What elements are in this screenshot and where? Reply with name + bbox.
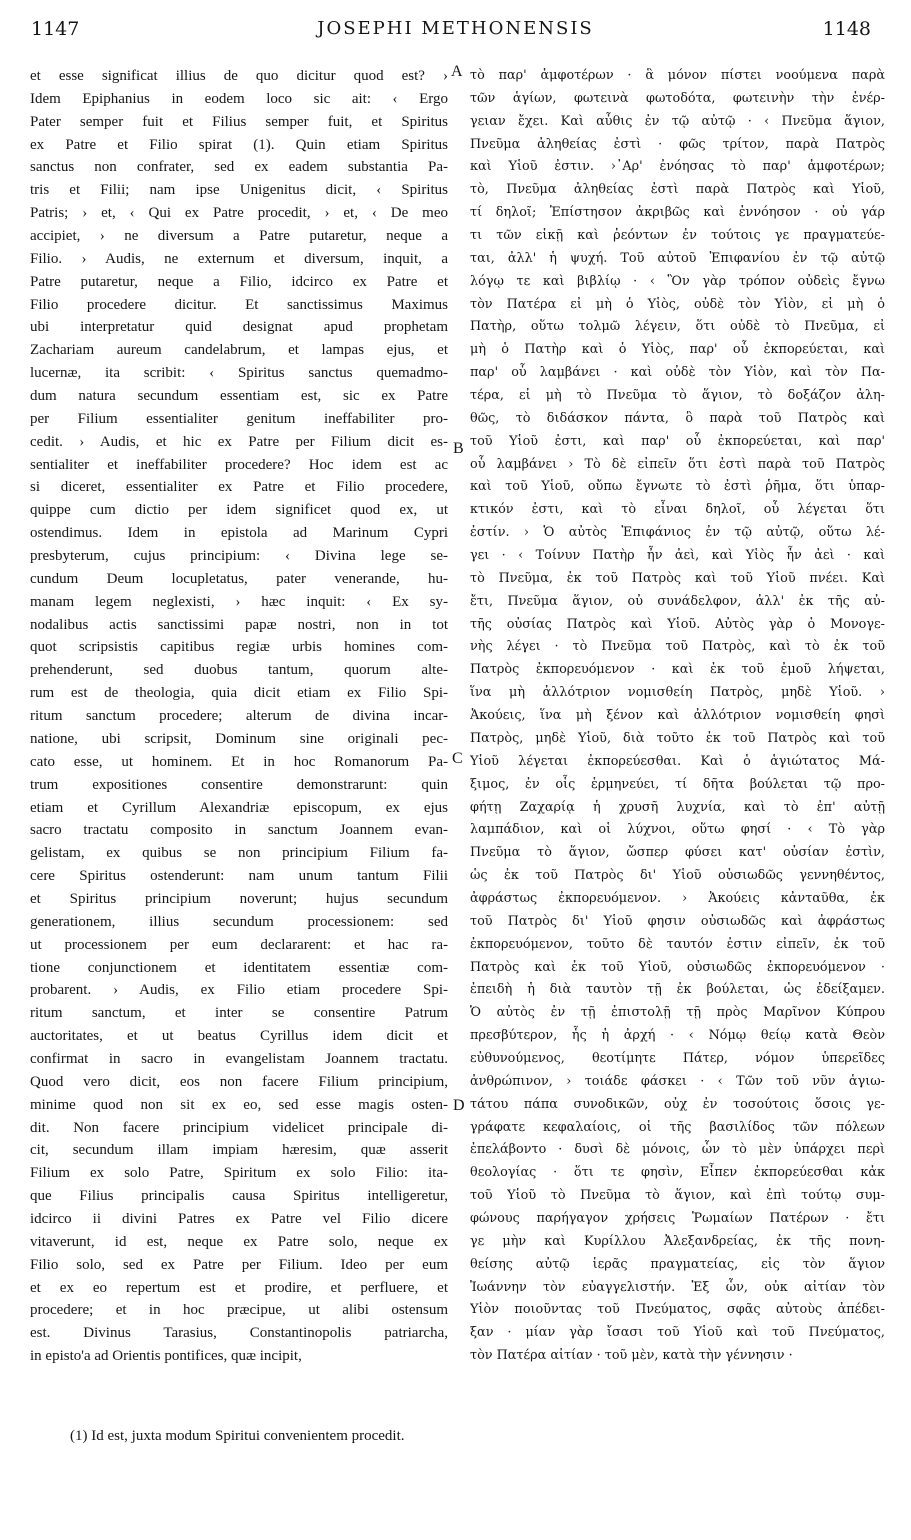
text-line: τοῦ Υἱοῦ ἐστι, καὶ παρ' οὗ ἐκπορεύεται, καὶ παρ'	[470, 433, 885, 449]
text-line: natione, ubi scripsit, Dominum sine originali pec-	[30, 730, 448, 747]
text-line: εὐθυνούμενος, θεοτίμητε Πάτερ, νόμον ὑπερεῖδες	[470, 1050, 885, 1066]
text-line: dum natura secundum essentiam est, sic ex Patre	[30, 388, 448, 405]
text-line: generationem, illius secundum processionem: sed	[30, 913, 448, 930]
text-line: Patris; › et, ‹ Qui ex Patre procedit, › et, ‹ De meo	[30, 205, 448, 222]
text-line: κτικόν ἐστι, καὶ τὸ εἶναι δηλοῖ, οὗ λέγεται ὅτι	[470, 502, 885, 518]
margin-marker-c: C	[452, 750, 463, 767]
text-line: dit. Non facere principium videlicet principale di-	[30, 1119, 448, 1136]
text-line: ἀφράστως ἐκπορευόμενον. › Ἀκούεις κἀνταῦθα, ἐκ	[470, 890, 885, 906]
text-line: μὴ ὁ Πατὴρ καὶ ὁ Υἱὸς, παρ' οὗ ἐκπορεύεται, καὶ	[470, 342, 885, 358]
text-line: τὸ, Πνεῦμα ἀληθείας ἐστὶ παρὰ Πατρὸς καὶ Υἱοῦ,	[470, 182, 885, 198]
text-line: γράφατε κεφαλαίοις, οἱ τῆς βασιλίδος τῶν πόλεων	[470, 1119, 885, 1135]
text-line: ἔτι, Πνεῦμα ἅγιον, οὐ συνάδελφον, ἀλλ' ἐκ τῆς αὐ-	[470, 593, 885, 609]
text-line: etiam et Cyrillum Alexandriæ episcopum, ex ejus	[30, 799, 448, 816]
running-title: JOSEPHI METHONENSIS	[317, 18, 594, 39]
text-line: ἐπελάβοντο · δυσὶ δὲ μόνοις, ὧν τὸ μὲν ὑπάρχει περὶ	[470, 1142, 885, 1158]
text-line: τί δηλοῖ; Ἐπίστησον ἀκριβῶς καὶ ἐννόησον · οὐ γάρ	[470, 205, 885, 221]
text-line: est. Divinus Tarasius, Constantinopolis patriarcha,	[30, 1325, 448, 1342]
text-line: ὡς ἐκ τοῦ Πατρὸς δι' Υἱοῦ οὐσιωδῶς γεννηθέντος,	[470, 868, 885, 884]
text-line: τέρα, εἰ μὴ τὸ Πνεῦμα τὸ ἅγιον, τὸ δοξάζον ἀλη-	[470, 388, 885, 404]
text-line: Πατρὸς καὶ ἐκ τοῦ Υἱοῦ, οὐσιωδῶς ἐκπορευόμενον ·	[470, 959, 885, 975]
text-line: ξαν · μίαν γὰρ ἴσασι τοῦ Υἱοῦ καὶ τοῦ Πνεύματος,	[470, 1325, 885, 1341]
text-line: Zachariam aureum candelabrum, et lampas ejus, et	[30, 342, 448, 359]
text-line: Patre putaretur, neque a Filio, idcirco ex Patre et	[30, 273, 448, 290]
text-line: Filio procedere dicitur. Et sanctissimus Maximus	[30, 296, 448, 313]
text-line: Filio solo, sed ex Patre per Filium. Ideo per eum	[30, 1256, 448, 1273]
text-line: rum est de theologia, quia dicit etiam ex Filio Spi-	[30, 685, 448, 702]
text-line: τὸν Πατέρα αἰτίαν · τοῦ μὲν, κατὰ τὴν γέννησιν ·	[470, 1348, 793, 1364]
text-line: φώνους παρήγαγον χρήσεις Ῥωμαίων Πατέρων · ἔτι	[470, 1210, 885, 1226]
text-line: tione conjunctionem et identitatem essentiæ com-	[30, 959, 448, 976]
text-line: vitaverunt, id est, neque ex Patre solo, neque ex	[30, 1233, 448, 1250]
text-line: τοῦ Πατρὸς δι' Υἱοῦ φησιν οὐσιωδῶς καὶ ἀφράστως	[470, 913, 885, 929]
text-line: cedit. › Audis, et hic ex Patre per Filium dicit es-	[30, 433, 448, 450]
text-line: καὶ Υἱοῦ ἐστιν. ›᾽Αρ' ἐνόησας τὸ παρ' ἀμφοτέρων;	[470, 159, 885, 175]
text-line: θῶς, τὸ διδάσκον πάντα, ὃ παρὰ τοῦ Πατρὸς καὶ	[470, 410, 885, 426]
text-line: Pater semper fuit et Filius semper fuit, et Spiritus	[30, 113, 448, 130]
text-line: καὶ τοῦ Υἱοῦ, οὔπω ἔγνωτε τὸ ἐστὶ ῥῆμα, ὅτι ὑπαρ-	[470, 479, 885, 495]
text-line: tris et Filii; nam ipse Unigenitus dicit, ‹ Spiritus	[30, 182, 448, 199]
text-line: τὸ Πνεῦμα, ἐκ τοῦ Πατρὸς καὶ τοῦ Υἱοῦ πνέει. Καὶ	[470, 570, 885, 586]
text-line: ἐκπορευόμενον, τοῦτο δὲ ταυτόν ἐστιν εἰπεῖν, ἐκ τοῦ	[470, 936, 885, 952]
text-line: presbyterum, cujus principium: ‹ Divina lege se-	[30, 548, 448, 565]
text-line: trum expositiones consentire demonstrarunt: quin	[30, 776, 448, 793]
text-line: si diceret, essentialiter ex Patre et Filio procedere,	[30, 479, 448, 496]
text-line: ἵνα μὴ ἀλλότριον νομισθείη Πατρὸς, μηδὲ Υἱοῦ. ›	[470, 685, 885, 701]
text-line: τῶν ἁγίων, φωτεινὰ φωτοδότα, φωτεινὴν τὴν ἐνέρ-	[470, 90, 885, 106]
text-line: ritum sanctum procedere; alterum de divina incar-	[30, 708, 448, 725]
text-line: Πατὴρ, οὕτω τολμῶ λέγειν, ὅτι οὐδὲ τὸ Πνεῦμα, εἰ	[470, 319, 885, 335]
text-line: quippe cum dictio per idem significet quod ex, ut	[30, 502, 448, 519]
text-line: ἀνθρώπινον, › τοιάδε φάσκει · ‹ Τῶν τοῦ νῦν ἁγιω-	[470, 1073, 885, 1089]
text-line: auctoritates, et ut beatus Cyrillus idem dicit et	[30, 1028, 448, 1045]
text-line: γε μὴν καὶ Κυρίλλου Ἀλεξανδρείας, ἐκ τῆς πονη-	[470, 1233, 885, 1249]
text-line: τῆς οὐσίας Πατρὸς καὶ Υἱοῦ. Αὐτὸς γὰρ ὁ Μονογε-	[470, 616, 885, 632]
text-line: τάτου πάπα συνοδικῶν, οὐχ ἐν τοσούτοις ὅσοις γε-	[470, 1096, 885, 1112]
text-line: idcirco ii divini Patres ex Patre vel Filio dicere	[30, 1210, 448, 1227]
text-line: sentialiter et ineffabiliter procedere? Hoc idem est ac	[30, 456, 448, 473]
text-line: et Spiritus principium noverunt; hujus secundum	[30, 890, 448, 907]
text-line: gelistam, ex quibus se non principium Filium fa-	[30, 845, 448, 862]
latin-column	[30, 65, 448, 1368]
text-line: Πατρὸς, μηδὲ Υἱοῦ, διὰ τοῦτο ἐκ τοῦ Πατρὸς καὶ τοῦ	[470, 730, 885, 746]
text-line: et ex eo repertum est et prodire, et perfluere, et	[30, 1279, 448, 1296]
text-line: τὸν Πατέρα εἰ μὴ ὁ Υἱὸς, οὐδὲ τὸν Υἱὸν, εἰ μὴ ὁ	[470, 296, 885, 312]
text-line: Πνεῦμα ἀληθείας ἐστὶ · φῶς τρίτον, παρὰ Πατρὸς	[470, 136, 885, 152]
text-line: quot scripsistis capitibus regiæ urbis homines com-	[30, 639, 448, 656]
text-line: in episto'a ad Orientis pontifices, quæ incipit,	[30, 1348, 302, 1365]
text-line: lucernæ, ita scribit: ‹ Spiritus sanctus quemadmo-	[30, 365, 448, 382]
text-line: ubi interpretatur quid designat apud prophetam	[30, 319, 448, 336]
text-line: et esse significat illius de quo dicitur quod est? ›	[30, 68, 448, 84]
text-line: prehenderunt, sed duobus tantum, quorum alte-	[30, 662, 448, 679]
text-line: ex Patre et Filio spirat (1). Quin etiam Spiritus	[30, 136, 448, 153]
text-line: οὗ λαμβάνει › Τὸ δὲ εἰπεῖν ὅτι ἐστὶ παρὰ τοῦ Πατρὸς	[470, 456, 885, 472]
text-line: θεολογίας · ὅτι τε φησὶν, Εἶπεν ἐκπορεύεσθαι κἀκ	[470, 1165, 885, 1181]
text-line: procedere; et in hoc præcipue, ut alibi ostensum	[30, 1302, 448, 1319]
text-line: ostendimus. Idem in epistola ad Marinum Cypri	[30, 525, 448, 542]
text-line: τοῦ Υἱοῦ τὸ Πνεῦμα τὸ ἅγιον, καὶ ἐπὶ τούτῳ συμ-	[470, 1188, 885, 1204]
text-line: φήτῃ Ζαχαρίᾳ ἡ χρυσῆ λυχνία, καὶ τὸ ἐπ' αὐτῇ	[470, 799, 885, 815]
text-line: γειαν ἔχει. Καὶ αὖθις ἐν τῷ αὐτῷ · ‹ Πνεῦμα ἅγιον,	[470, 113, 885, 129]
text-line: Ἀκούεις, ἵνα μὴ ξένον καὶ ἀλλότριον νομισθείη φησὶ	[470, 708, 885, 724]
text-line: cato esse, ut hominem. Et in hoc Romanorum Pa-	[30, 753, 448, 770]
right-column-number: 1148	[822, 18, 871, 40]
text-line: cundum Deum locupletatus, pater venerande, hu-	[30, 570, 448, 587]
text-line: λαμπάδιον, καὶ οἱ λύχνοι, οὕτω φησί · ‹ Τὸ γὰρ	[470, 822, 885, 838]
text-line: minime quod non sit ex eo, sed esse magis osten-	[30, 1096, 448, 1113]
text-line: παρ' οὗ λαμβάνει · καὶ οὐδὲ τὸν Υἱὸν, καὶ τὸν Πα-	[470, 365, 885, 381]
text-line: manam legem neglexisti, › hæc inquit: ‹ Ex sy-	[30, 593, 448, 610]
text-line: νὴς λέγει · τὸ Πνεῦμα τοῦ Πατρὸς, καὶ τὸ ἐκ τοῦ	[470, 639, 885, 655]
text-line: accipiet, › ne diversum a Patre putaretur, neque a	[30, 228, 448, 245]
greek-column	[470, 65, 885, 1368]
text-line: Υἱοῦ λέγεται ἐκπορεύεσθαι. Καὶ ὁ ἁγιώτατος Μά-	[470, 753, 885, 769]
text-line: que Filius principalis causa Spiritus intelligeretur,	[30, 1188, 448, 1205]
margin-marker-b: B	[453, 440, 464, 457]
left-column-number: 1147	[31, 18, 80, 40]
text-line: confirmat in sacro in evangelistam Joannem tractatu.	[30, 1050, 448, 1067]
text-line: ritum sanctum, et inter se consentire Patrum	[30, 1005, 448, 1022]
text-line: cit, secundum illam impiam hæresim, quæ asserit	[30, 1142, 448, 1159]
text-line: sacro tractatu composito in sanctum Joannem evan-	[30, 822, 448, 839]
text-line: θείσης αὐτῷ ἱερᾶς πραγματείας, εἰς τὸν ἅγιον	[470, 1256, 885, 1272]
text-line: ξιμος, ἐν οἷς ἑρμηνεύει, τί δῆτα βούλεται τῷ προ-	[470, 776, 885, 792]
text-line: Filium ex solo Patre, Spiritum ex solo Filio: ita-	[30, 1165, 448, 1182]
text-line: πρεσβύτερον, ἧς ἡ ἀρχή · ‹ Νόμῳ θείῳ κατὰ Θεὸν	[470, 1028, 885, 1044]
text-line: Filio. › Audis, ne externum et diversum, inquit, a	[30, 250, 448, 267]
text-line: Ἰωάννην τὸν εὐαγγελιστήν. Ἐξ ὧν, οὐκ αἰτίαν τὸν	[470, 1279, 885, 1295]
text-line: Πατρὸς ἐκπορευόμενον · καὶ ἐκ τοῦ ἐμοῦ λήψεται,	[470, 662, 885, 678]
text-line: ut processionem per eum declararent: et hac ra-	[30, 936, 448, 953]
text-line: ται, ἀλλ' ἡ ψυχή. Τοῦ αὐτοῦ Ἐπιφανίου ἐν τῷ αὐτῷ	[470, 250, 885, 266]
text-line: λόγῳ τε καὶ βιβλίῳ · ‹ Ὃν γὰρ τρόπον οὐδεὶς ἔγνω	[470, 273, 885, 289]
text-line: probarent. › Audis, ex Filio etiam procedere Spi-	[30, 982, 448, 999]
text-line: Υἱὸν ποιοῦντας τοῦ Πνεύματος, σφᾶς αὐτοὺς ἀπέδει-	[470, 1302, 885, 1318]
text-line: Πνεῦμα τὸ ἅγιον, ὥσπερ φύσει κατ' οὐσίαν ἐστὶν,	[470, 845, 885, 861]
text-line: ἐστίν. › Ὁ αὐτὸς Ἐπιφάνιος ἐν τῷ αὐτῷ, οὕτω λέ-	[470, 525, 885, 541]
text-line: γει · ‹ Τοίνυν Πατὴρ ἦν ἀεὶ, καὶ Υἱὸς ἦν ἀεὶ · καὶ	[470, 548, 885, 564]
text-line: per Filium essentialiter genitum ineffabiliter pro-	[30, 410, 448, 427]
text-line: ἐπειδὴ ἡ διὰ ταυτὸν τῇ ἐκ βούλεται, ὡς ἐδείξαμεν.	[470, 982, 885, 998]
margin-marker-a: A	[451, 63, 463, 80]
margin-marker-d: D	[453, 1097, 465, 1114]
text-line: cere Spiritus ostenderunt: nam unum tantum Filii	[30, 868, 448, 885]
text-line: Quod vero dicit, eos non facere Filium principium,	[30, 1073, 448, 1090]
text-line: Idem Epiphanius in eodem loco sic ait: ‹ Ergo	[30, 90, 448, 107]
text-line: τὸ παρ' ἀμφοτέρων · ἃ μόνον πίστει νοούμενα παρὰ	[470, 68, 885, 83]
text-line: sanctus non confrater, sed ex eadem substantia Pa-	[30, 159, 448, 176]
text-line: nodalibus actis sanctissimi papæ nostri, non in tot	[30, 616, 448, 633]
text-line: Ὁ αὐτὸς ἐν τῇ ἐπιστολῇ τῇ πρὸς Μαρῖνον Κύπρου	[470, 1005, 885, 1021]
text-line: τι τῶν εἰκῇ καὶ ῥεόντων ἐν τούτοις γε πραγματεύε-	[470, 228, 885, 244]
footnote: (1) Id est, juxta modum Spiritui convenientem procedit.	[70, 1428, 405, 1444]
